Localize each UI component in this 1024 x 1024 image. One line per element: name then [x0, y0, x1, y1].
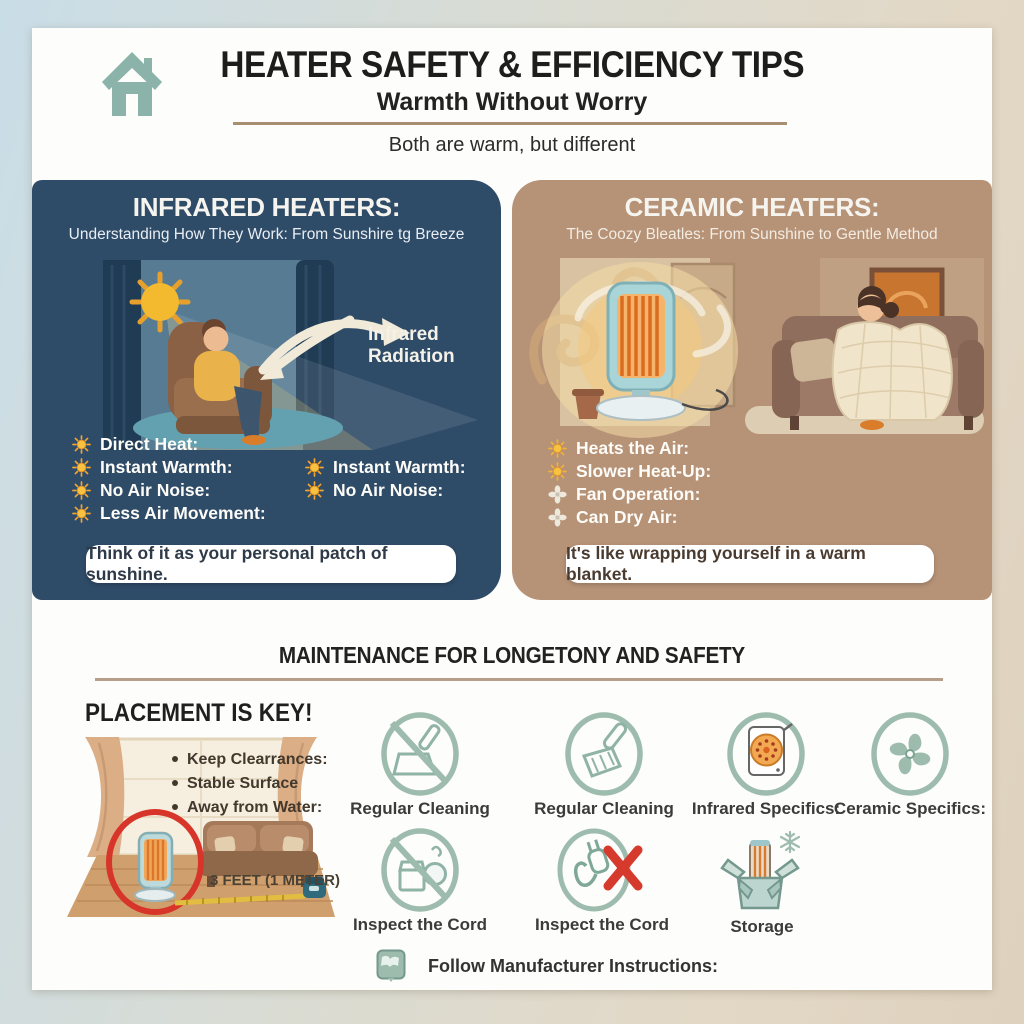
tip-label: Inspect the Cord	[352, 915, 488, 934]
fan-icon	[548, 508, 567, 527]
no-dustpan-icon	[376, 712, 464, 796]
tip-regular-cleaning-1	[340, 712, 500, 819]
sun-icon	[305, 458, 324, 477]
sun-icon	[72, 504, 91, 523]
ceramic-quote: It's like wrapping yourself in a warm blanket.	[566, 545, 934, 583]
sun-icon	[132, 274, 188, 330]
heater-illustration	[135, 833, 175, 901]
bullet-label: No Air Noise:	[333, 480, 444, 500]
tip-label: Regular Cleaning	[350, 799, 490, 818]
sun-icon	[548, 462, 567, 481]
infrared-bullet	[72, 434, 198, 455]
infrared-panel-title: INFRARED HEATERS:	[132, 192, 401, 222]
infrared-bullet	[72, 480, 210, 501]
page-title: HEATER SAFETY & EFFICIENCY TIPS	[220, 44, 804, 85]
tip-ceramic-specifics	[830, 712, 990, 819]
tip-label: Regular Cleaning	[534, 799, 674, 818]
damaged-plug-icon	[552, 828, 652, 912]
ceramic-bullet	[548, 507, 677, 528]
bullet-label: Heats the Air:	[576, 438, 690, 458]
distance-label: 3 FEET (1 METER)	[210, 872, 341, 889]
bullet-label: Instant Warmth:	[100, 457, 233, 477]
ceramic-room-illustration	[520, 258, 984, 448]
manual-icon	[376, 949, 406, 983]
sun-icon	[72, 458, 91, 477]
infrared-bullet	[305, 457, 466, 478]
sun-icon	[548, 439, 567, 458]
tip-label: Storage	[730, 917, 794, 936]
ceramic-panel-subtitle: The Coozy Bleatles: From Sunshine to Gentle Method	[566, 226, 938, 243]
tip-label: Ceramic Specifics:	[833, 799, 987, 818]
infrared-quote: Think of it as your personal patch of sunshine.	[86, 545, 456, 583]
bullet-dot	[172, 804, 178, 810]
fan-icon	[548, 485, 567, 504]
placement-bullet	[172, 798, 362, 817]
header-divider	[233, 122, 787, 125]
placement-bullet	[172, 750, 362, 769]
footer-note-row	[376, 949, 718, 983]
placement-bullet	[172, 774, 362, 793]
bullet-label: Can Dry Air:	[576, 507, 678, 527]
no-loose-objects-icon	[376, 828, 464, 912]
ceramic-bullet	[548, 484, 700, 505]
bullet-label: Stable Surface	[187, 775, 299, 792]
hand-brush-icon	[560, 712, 648, 796]
ceramic-bullet	[548, 438, 689, 459]
infrared-bullet	[305, 480, 443, 501]
placement-heading: PLACEMENT IS KEY!	[85, 699, 313, 727]
bullet-dot	[172, 756, 178, 762]
sun-icon	[305, 481, 324, 500]
tip-inspect-cord-2	[522, 828, 682, 935]
infrared-bullet	[72, 503, 266, 524]
sun-icon	[72, 435, 91, 454]
bullet-label: Instant Warmth:	[333, 457, 466, 477]
ceramic-panel-title: CERAMIC HEATERS:	[624, 192, 880, 222]
ceramic-bullet	[548, 461, 711, 482]
tagline: Both are warm, but different	[388, 134, 636, 156]
infrared-panel-subtitle: Understanding How They Work: From Sunshire tg Breeze	[68, 226, 465, 243]
bullet-label: Away from Water:	[187, 799, 323, 816]
tip-inspect-cord-1	[340, 828, 500, 935]
bullet-label: No Air Noise:	[100, 480, 211, 500]
infrared-element-icon	[722, 712, 810, 796]
tip-label: Inspect the Cord	[534, 915, 670, 934]
storage-box-icon	[714, 828, 810, 914]
bullet-dot	[172, 780, 178, 786]
maintenance-heading: MAINTENANCE FOR LONGETONY AND SAFETY	[278, 642, 746, 668]
bullet-label: Less Air Movement:	[100, 503, 266, 523]
placement-bullets	[172, 750, 362, 817]
bullet-label: Keep Clearrances:	[187, 751, 328, 768]
tip-infrared-specifics	[686, 712, 846, 819]
bullet-label: Direct Heat:	[100, 434, 199, 454]
tip-regular-cleaning-2	[524, 712, 684, 819]
fan-blades-icon	[866, 712, 954, 796]
page-subtitle: Warmth Without Worry	[376, 88, 648, 116]
bullet-label: Fan Operation:	[576, 484, 701, 504]
footer-note: Follow Manufacturer Instructions:	[428, 955, 719, 976]
bullet-label: Slower Heat-Up:	[576, 461, 712, 481]
snowflake-icon	[781, 832, 799, 852]
infrared-radiation-label: Infrared Radiation	[368, 324, 455, 368]
tip-label: Infrared Specifics:	[691, 799, 841, 818]
sun-icon	[72, 481, 91, 500]
maintenance-divider	[95, 678, 943, 681]
infrared-bullet	[72, 457, 233, 478]
tip-storage	[682, 828, 842, 937]
